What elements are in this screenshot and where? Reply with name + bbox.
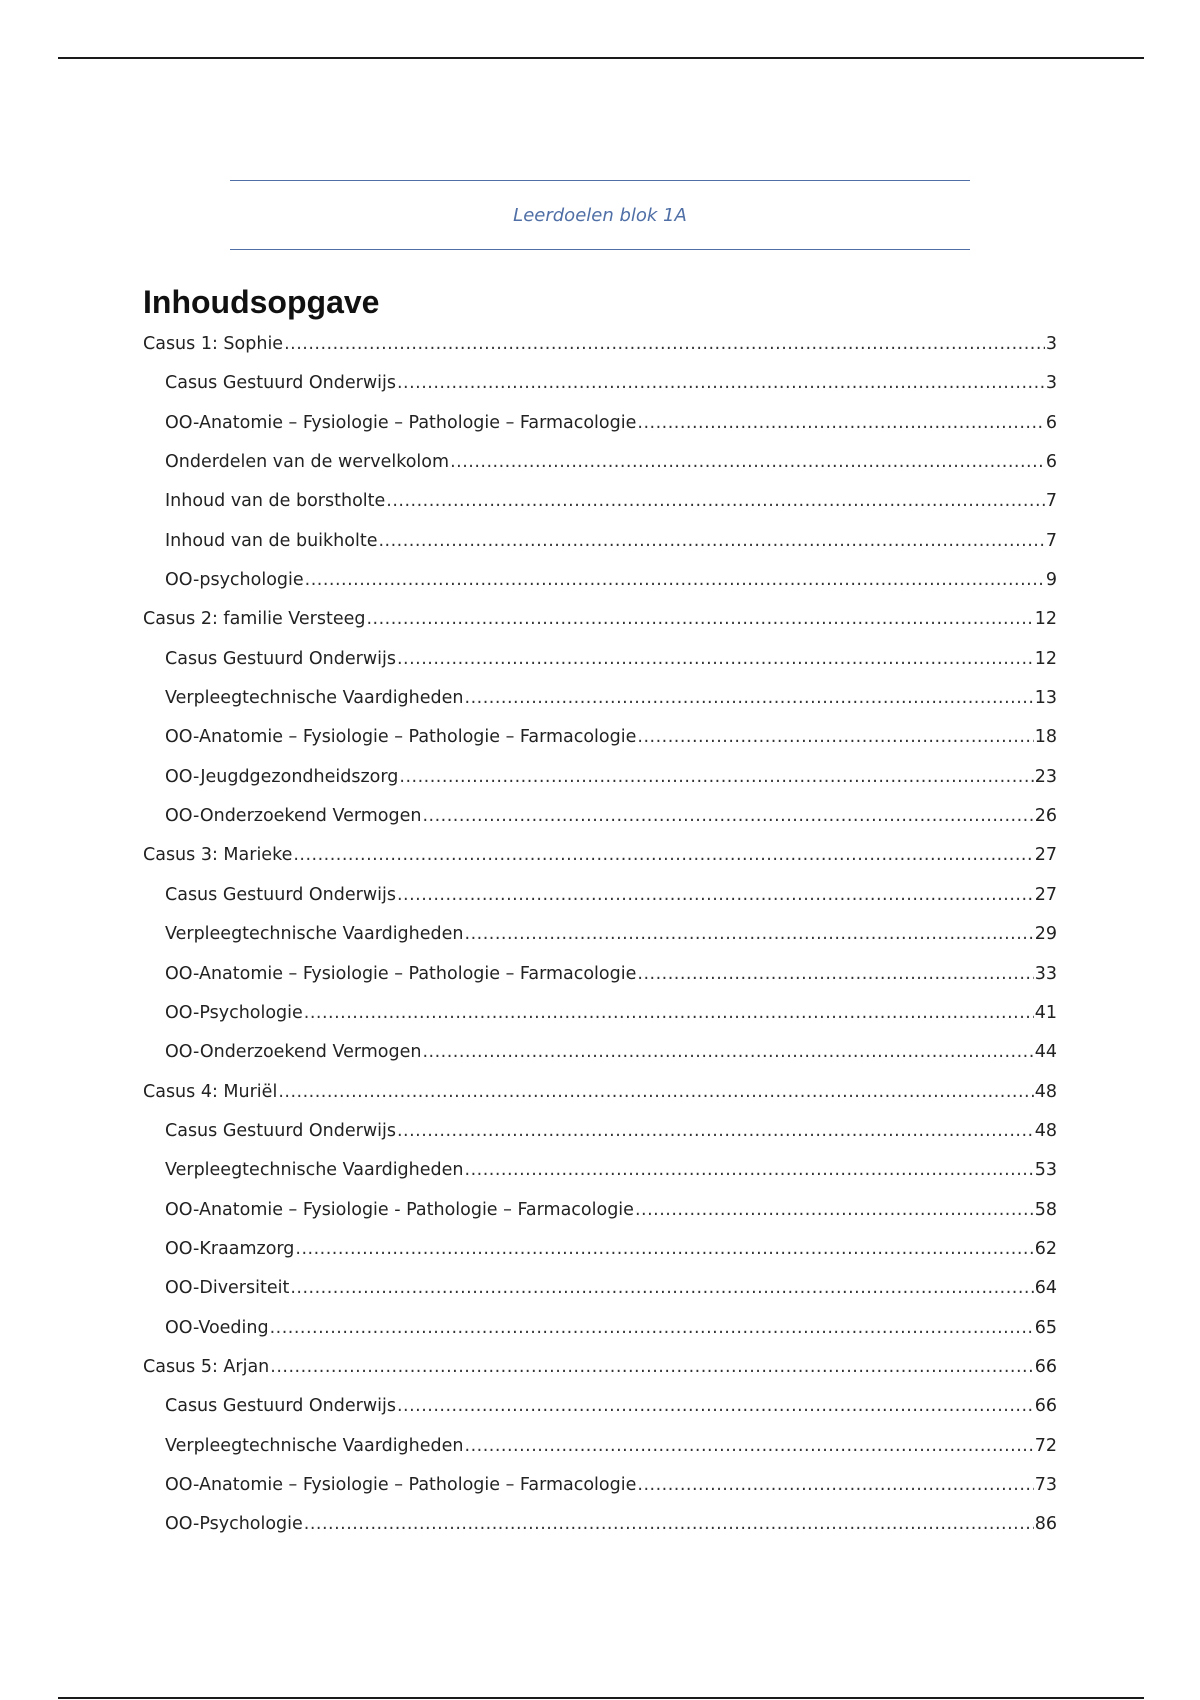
toc-entry-label: OO-Onderzoekend Vermogen xyxy=(165,1042,422,1063)
toc-dot-leader xyxy=(397,373,1045,393)
toc-entry-section[interactable] xyxy=(143,964,1057,1003)
toc-entry-label: Casus 5: Arjan xyxy=(143,1356,270,1377)
toc-dot-leader xyxy=(304,1514,1034,1534)
toc-dot-leader xyxy=(465,1160,1034,1180)
toc-entry-label: Verpleegtechnische Vaardigheden xyxy=(165,1160,464,1181)
toc-dot-leader xyxy=(422,1042,1033,1062)
toc-entry-section[interactable] xyxy=(143,1042,1057,1081)
toc-entry-label: OO-Anatomie – Fysiologie – Pathologie – Farmacologie xyxy=(165,412,637,433)
toc-dot-leader xyxy=(465,1436,1034,1456)
toc-entry-section[interactable] xyxy=(143,806,1057,845)
toc-entry-section[interactable] xyxy=(143,1121,1057,1160)
toc-entry-page-number: 12 xyxy=(1034,609,1057,630)
toc-entry-label: OO-Voeding xyxy=(165,1317,269,1338)
toc-entry-section[interactable] xyxy=(143,767,1057,806)
toc-entry-section[interactable] xyxy=(143,1396,1057,1435)
toc-entry-label: Casus Gestuurd Onderwijs xyxy=(165,1120,396,1141)
toc-entry-page-number: 58 xyxy=(1034,1199,1057,1220)
toc-entry-label: OO-Onderzoekend Vermogen xyxy=(165,806,422,827)
toc-entry-label: OO-Kraamzorg xyxy=(165,1238,295,1259)
toc-entry-label: Casus Gestuurd Onderwijs xyxy=(165,648,396,669)
toc-entry-page-number: 26 xyxy=(1034,806,1057,827)
toc-entry-section[interactable] xyxy=(143,1160,1057,1199)
toc-dot-leader xyxy=(399,767,1033,787)
toc-dot-leader xyxy=(366,609,1033,629)
toc-entry-section[interactable] xyxy=(143,531,1057,570)
toc-entry-label: Casus 3: Marieke xyxy=(143,845,293,866)
toc-dot-leader xyxy=(270,1357,1033,1377)
toc-dot-leader xyxy=(465,688,1034,708)
toc-entry-label: Inhoud van de borstholte xyxy=(165,491,386,512)
toc-dot-leader xyxy=(293,845,1033,865)
toc-entry-section[interactable] xyxy=(143,1436,1057,1475)
toc-entry-section[interactable] xyxy=(143,1318,1057,1357)
toc-entry-section[interactable] xyxy=(143,924,1057,963)
toc-entry-label: OO-Anatomie – Fysiologie – Pathologie – Farmacologie xyxy=(165,963,637,984)
toc-dot-leader xyxy=(278,1082,1033,1102)
toc-entry-section[interactable] xyxy=(143,452,1057,491)
toc-entry-label: Casus Gestuurd Onderwijs xyxy=(165,373,396,394)
toc-entry-page-number: 27 xyxy=(1034,884,1057,905)
toc-dot-leader xyxy=(295,1239,1033,1259)
toc-entry-label: Casus Gestuurd Onderwijs xyxy=(165,884,396,905)
toc-entry-page-number: 29 xyxy=(1034,924,1057,945)
toc-entry-label: Verpleegtechnische Vaardigheden xyxy=(165,688,464,709)
toc-entry-chapter[interactable] xyxy=(143,1082,1057,1121)
toc-entry-section[interactable] xyxy=(143,1200,1057,1239)
toc-dot-leader xyxy=(386,491,1045,511)
toc-entry-chapter[interactable] xyxy=(143,1357,1057,1396)
toc-entry-label: OO-Diversiteit xyxy=(165,1278,290,1299)
toc-entry-page-number: 12 xyxy=(1034,648,1057,669)
toc-entry-page-number: 41 xyxy=(1034,1002,1057,1023)
toc-entry-section[interactable] xyxy=(143,885,1057,924)
toc-entry-label: Onderdelen van de wervelkolom xyxy=(165,452,450,473)
toc-entry-page-number: 9 xyxy=(1045,570,1057,591)
toc-dot-leader xyxy=(465,924,1034,944)
toc-entry-section[interactable] xyxy=(143,649,1057,688)
toc-dot-leader xyxy=(637,1475,1033,1495)
toc-dot-leader xyxy=(397,885,1034,905)
toc-dot-leader xyxy=(422,806,1033,826)
toc-entry-page-number: 23 xyxy=(1034,766,1057,787)
toc-dot-leader xyxy=(450,452,1045,472)
toc-entry-label: Inhoud van de buikholte xyxy=(165,530,378,551)
toc-dot-leader xyxy=(290,1278,1033,1298)
toc-entry-label: OO-Psychologie xyxy=(165,1002,303,1023)
toc-entry-section[interactable] xyxy=(143,688,1057,727)
toc-entry-label: Verpleegtechnische Vaardigheden xyxy=(165,1435,464,1456)
toc-dot-leader xyxy=(305,570,1045,590)
toc-entry-label: OO-Anatomie – Fysiologie - Pathologie – Farmacologie xyxy=(165,1199,634,1220)
toc-dot-leader xyxy=(397,1396,1034,1416)
toc-entry-label: OO-Anatomie – Fysiologie – Pathologie – Farmacologie xyxy=(165,727,637,748)
toc-dot-leader xyxy=(397,649,1034,669)
toc-entry-page-number: 7 xyxy=(1045,530,1057,551)
document-header xyxy=(230,180,970,250)
toc-entry-page-number: 3 xyxy=(1045,373,1057,394)
toc-dot-leader xyxy=(637,964,1033,984)
toc-dot-leader xyxy=(637,727,1033,747)
toc-entry-chapter[interactable] xyxy=(143,334,1057,373)
toc-entry-label: Verpleegtechnische Vaardigheden xyxy=(165,924,464,945)
toc-dot-leader xyxy=(304,1003,1034,1023)
toc-entry-label: OO-Psychologie xyxy=(165,1514,303,1535)
toc-entry-label: OO-Anatomie – Fysiologie – Pathologie – Farmacologie xyxy=(165,1474,637,1495)
toc-entry-page-number: 66 xyxy=(1034,1356,1057,1377)
toc-entry-page-number: 6 xyxy=(1045,452,1057,473)
toc-entry-section[interactable] xyxy=(143,1514,1057,1553)
toc-entry-page-number: 27 xyxy=(1034,845,1057,866)
toc-dot-leader xyxy=(378,531,1044,551)
toc-entry-page-number: 62 xyxy=(1034,1238,1057,1259)
table-of-contents xyxy=(143,334,1057,1554)
toc-entry-page-number: 66 xyxy=(1034,1396,1057,1417)
toc-entry-page-number: 33 xyxy=(1034,963,1057,984)
toc-entry-chapter[interactable] xyxy=(143,609,1057,648)
toc-entry-page-number: 13 xyxy=(1034,688,1057,709)
toc-dot-leader xyxy=(635,1200,1034,1220)
toc-entry-section[interactable] xyxy=(143,491,1057,530)
toc-entry-page-number: 18 xyxy=(1034,727,1057,748)
toc-entry-section[interactable] xyxy=(143,570,1057,609)
document-header-title: Leerdoelen blok 1A xyxy=(513,204,687,226)
toc-entry-page-number: 6 xyxy=(1045,412,1057,433)
toc-entry-page-number: 44 xyxy=(1034,1042,1057,1063)
toc-dot-leader xyxy=(637,413,1044,433)
toc-entry-section[interactable] xyxy=(143,413,1057,452)
toc-dot-leader xyxy=(270,1318,1034,1338)
page-top-rule xyxy=(58,57,1144,59)
toc-entry-label: Casus 2: familie Versteeg xyxy=(143,609,366,630)
toc-entry-label: Casus Gestuurd Onderwijs xyxy=(165,1396,396,1417)
toc-entry-section[interactable] xyxy=(143,1003,1057,1042)
toc-entry-chapter[interactable] xyxy=(143,845,1057,884)
toc-heading: Inhoudsopgave xyxy=(143,284,380,320)
toc-entry-section[interactable] xyxy=(143,1239,1057,1278)
toc-entry-page-number: 72 xyxy=(1034,1435,1057,1456)
toc-entry-page-number: 48 xyxy=(1034,1081,1057,1102)
toc-entry-page-number: 53 xyxy=(1034,1160,1057,1181)
toc-entry-page-number: 86 xyxy=(1034,1514,1057,1535)
toc-entry-label: OO-psychologie xyxy=(165,570,304,591)
toc-entry-page-number: 73 xyxy=(1034,1474,1057,1495)
toc-entry-section[interactable] xyxy=(143,1475,1057,1514)
page-bottom-rule xyxy=(58,1697,1144,1699)
toc-dot-leader xyxy=(397,1121,1034,1141)
toc-entry-section[interactable] xyxy=(143,373,1057,412)
toc-entry-page-number: 7 xyxy=(1045,491,1057,512)
toc-entry-page-number: 3 xyxy=(1045,334,1057,354)
toc-entry-label: OO-Jeugdgezondheidszorg xyxy=(165,766,399,787)
toc-entry-label: Casus 4: Muriël xyxy=(143,1081,278,1102)
toc-entry-label: Casus 1: Sophie xyxy=(143,334,284,354)
toc-entry-page-number: 65 xyxy=(1034,1317,1057,1338)
toc-entry-page-number: 64 xyxy=(1034,1278,1057,1299)
toc-dot-leader xyxy=(284,334,1045,354)
toc-entry-section[interactable] xyxy=(143,1278,1057,1317)
toc-entry-page-number: 48 xyxy=(1034,1120,1057,1141)
toc-entry-section[interactable] xyxy=(143,727,1057,766)
